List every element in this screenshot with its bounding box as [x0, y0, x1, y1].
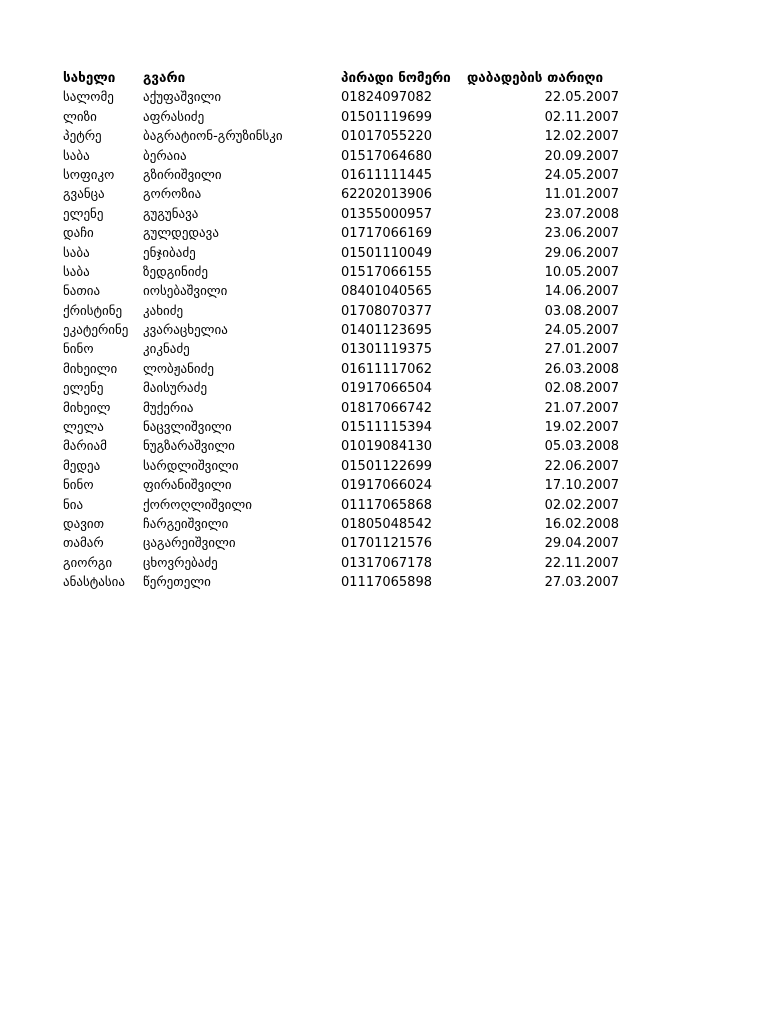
personal-id-cell: 01019084130	[341, 439, 432, 455]
last-name-cell: იოსებაშვილი	[143, 284, 228, 300]
first-name-cell: გვანცა	[63, 187, 105, 203]
table-row	[63, 244, 623, 263]
first-name-cell: მიხეილი	[63, 361, 118, 377]
personal-id-cell: 01917066504	[341, 381, 432, 397]
birth-date-cell: 23.07.2008	[544, 206, 619, 222]
first-name-cell: ლიზი	[63, 109, 97, 125]
first-name-cell: მედეა	[63, 458, 101, 474]
birth-date-cell: 20.09.2007	[544, 148, 619, 164]
table-row	[63, 496, 623, 515]
personal-id-cell: 01501122699	[341, 458, 432, 474]
personal-id-cell: 01917066024	[341, 478, 432, 494]
personal-id-cell: 01017055220	[341, 129, 432, 145]
personal-id-cell: 01401123695	[341, 323, 432, 339]
birth-date-cell: 22.05.2007	[544, 90, 619, 106]
table-row	[63, 360, 623, 379]
last-name-cell: წერეთელი	[143, 575, 211, 591]
personal-id-cell: 01717066169	[341, 226, 432, 242]
personal-id-cell: 01117065868	[341, 497, 432, 513]
table-body	[63, 88, 623, 592]
birth-date-cell: 05.03.2008	[544, 439, 619, 455]
personal-id-cell: 01355000957	[341, 206, 432, 222]
table-row	[63, 379, 623, 398]
birth-date-cell: 22.11.2007	[544, 555, 619, 571]
last-name-cell: ნუგზარაშვილი	[143, 439, 235, 455]
last-name-cell: კახიძე	[143, 303, 184, 319]
table-row	[63, 399, 623, 418]
first-name-cell: პეტრე	[63, 129, 102, 145]
birth-date-cell: 26.03.2008	[544, 361, 619, 377]
birth-date-cell: 02.11.2007	[544, 109, 619, 125]
birth-date-cell: 24.05.2007	[544, 167, 619, 183]
last-name-cell: აქუფაშვილი	[143, 90, 222, 106]
table-row	[63, 457, 623, 476]
last-name-cell: ლობჟანიძე	[143, 361, 215, 377]
last-name-cell: გუგუნავა	[143, 206, 199, 222]
last-name-cell: ბერაია	[143, 148, 187, 164]
table-row	[63, 147, 623, 166]
table-row	[63, 224, 623, 243]
birth-date-cell: 14.06.2007	[544, 284, 619, 300]
birth-date-cell: 27.01.2007	[544, 342, 619, 358]
personal-id-cell: 01611111445	[341, 167, 432, 183]
header-first-name: სახელი	[63, 70, 116, 86]
student-list-table	[63, 69, 623, 593]
last-name-cell: ცაგარეიშვილი	[143, 536, 236, 552]
personal-id-cell: 01501110049	[341, 245, 432, 261]
header-personal-id: პირადი ნომერი	[341, 70, 451, 86]
first-name-cell: ნათია	[63, 284, 101, 300]
birth-date-cell: 27.03.2007	[544, 575, 619, 591]
first-name-cell: სოფიკო	[63, 167, 115, 183]
first-name-cell: დავით	[63, 516, 105, 532]
first-name-cell: თამარ	[63, 536, 104, 552]
table-row	[63, 418, 623, 437]
last-name-cell: სარდლიშვილი	[143, 458, 239, 474]
personal-id-cell: 01611117062	[341, 361, 432, 377]
birth-date-cell: 02.02.2007	[544, 497, 619, 513]
first-name-cell: ნინო	[63, 478, 94, 494]
table-row	[63, 534, 623, 553]
table-row	[63, 282, 623, 301]
personal-id-cell: 62202013906	[341, 187, 432, 203]
birth-date-cell: 02.08.2007	[544, 381, 619, 397]
personal-id-cell: 01805048542	[341, 516, 432, 532]
first-name-cell: ელენე	[63, 381, 104, 397]
first-name-cell: საბა	[63, 245, 90, 261]
first-name-cell: გიორგი	[63, 555, 113, 571]
last-name-cell: აფრასიძე	[143, 109, 205, 125]
personal-id-cell: 01517064680	[341, 148, 432, 164]
birth-date-cell: 21.07.2007	[544, 400, 619, 416]
birth-date-cell: 19.02.2007	[544, 420, 619, 436]
first-name-cell: საბა	[63, 148, 90, 164]
personal-id-cell: 08401040565	[341, 284, 432, 300]
last-name-cell: ჩარგეიშვილი	[143, 516, 229, 532]
table-row	[63, 88, 623, 107]
birth-date-cell: 22.06.2007	[544, 458, 619, 474]
birth-date-cell: 29.06.2007	[544, 245, 619, 261]
birth-date-cell: 24.05.2007	[544, 323, 619, 339]
first-name-cell: მიხეილ	[63, 400, 111, 416]
first-name-cell: ანასტასია	[63, 575, 126, 591]
table-row	[63, 437, 623, 456]
first-name-cell: ეკატერინე	[63, 323, 129, 339]
last-name-cell: ნაცვლიშვილი	[143, 420, 232, 436]
header-last-name: გვარი	[143, 70, 186, 86]
personal-id-cell: 01817066742	[341, 400, 432, 416]
last-name-cell: ბაგრატიონ-გრუზინსკი	[143, 129, 283, 145]
birth-date-cell: 10.05.2007	[544, 264, 619, 280]
first-name-cell: ქრისტინე	[63, 303, 123, 319]
last-name-cell: მაისურაძე	[143, 381, 208, 397]
table-row	[63, 515, 623, 534]
first-name-cell: ნინო	[63, 342, 94, 358]
birth-date-cell: 17.10.2007	[544, 478, 619, 494]
first-name-cell: მარიამ	[63, 439, 107, 455]
table-row	[63, 108, 623, 127]
personal-id-cell: 01501119699	[341, 109, 432, 125]
table-row	[63, 321, 623, 340]
last-name-cell: კვარაცხელია	[143, 323, 228, 339]
table-row	[63, 302, 623, 321]
header-birth-date: დაბადების თარიღი	[467, 70, 604, 86]
first-name-cell: ნია	[63, 497, 84, 513]
table-row	[63, 263, 623, 282]
table-row	[63, 476, 623, 495]
last-name-cell: ზედგინიძე	[143, 264, 208, 280]
personal-id-cell: 01824097082	[341, 90, 432, 106]
first-name-cell: ლელა	[63, 420, 104, 436]
birth-date-cell: 29.04.2007	[544, 536, 619, 552]
personal-id-cell: 01511115394	[341, 420, 432, 436]
last-name-cell: გზირიშვილი	[143, 167, 222, 183]
last-name-cell: კიკნაძე	[143, 342, 190, 358]
header-row	[63, 69, 623, 88]
table-row	[63, 205, 623, 224]
last-name-cell: ფირანიშვილი	[143, 478, 232, 494]
first-name-cell: დაჩი	[63, 226, 94, 242]
last-name-cell: ცხოვრებაძე	[143, 555, 218, 571]
table-row	[63, 554, 623, 573]
first-name-cell: სალომე	[63, 90, 114, 106]
table-row	[63, 127, 623, 146]
last-name-cell: ქოროღლიშვილი	[143, 497, 252, 513]
table-row	[63, 340, 623, 359]
table-row	[63, 166, 623, 185]
birth-date-cell: 23.06.2007	[544, 226, 619, 242]
last-name-cell: მუქერია	[143, 400, 194, 416]
birth-date-cell: 03.08.2007	[544, 303, 619, 319]
table-row	[63, 185, 623, 204]
last-name-cell: გულდედავა	[143, 226, 219, 242]
birth-date-cell: 12.02.2007	[544, 129, 619, 145]
last-name-cell: გოროზია	[143, 187, 202, 203]
personal-id-cell: 01517066155	[341, 264, 432, 280]
birth-date-cell: 16.02.2008	[544, 516, 619, 532]
birth-date-cell: 11.01.2007	[544, 187, 619, 203]
personal-id-cell: 01301119375	[341, 342, 432, 358]
personal-id-cell: 01117065898	[341, 575, 432, 591]
first-name-cell: საბა	[63, 264, 90, 280]
first-name-cell: ელენე	[63, 206, 104, 222]
table-row	[63, 573, 623, 592]
last-name-cell: ენჯიბაძე	[143, 245, 196, 261]
personal-id-cell: 01317067178	[341, 555, 432, 571]
personal-id-cell: 01708070377	[341, 303, 432, 319]
personal-id-cell: 01701121576	[341, 536, 432, 552]
